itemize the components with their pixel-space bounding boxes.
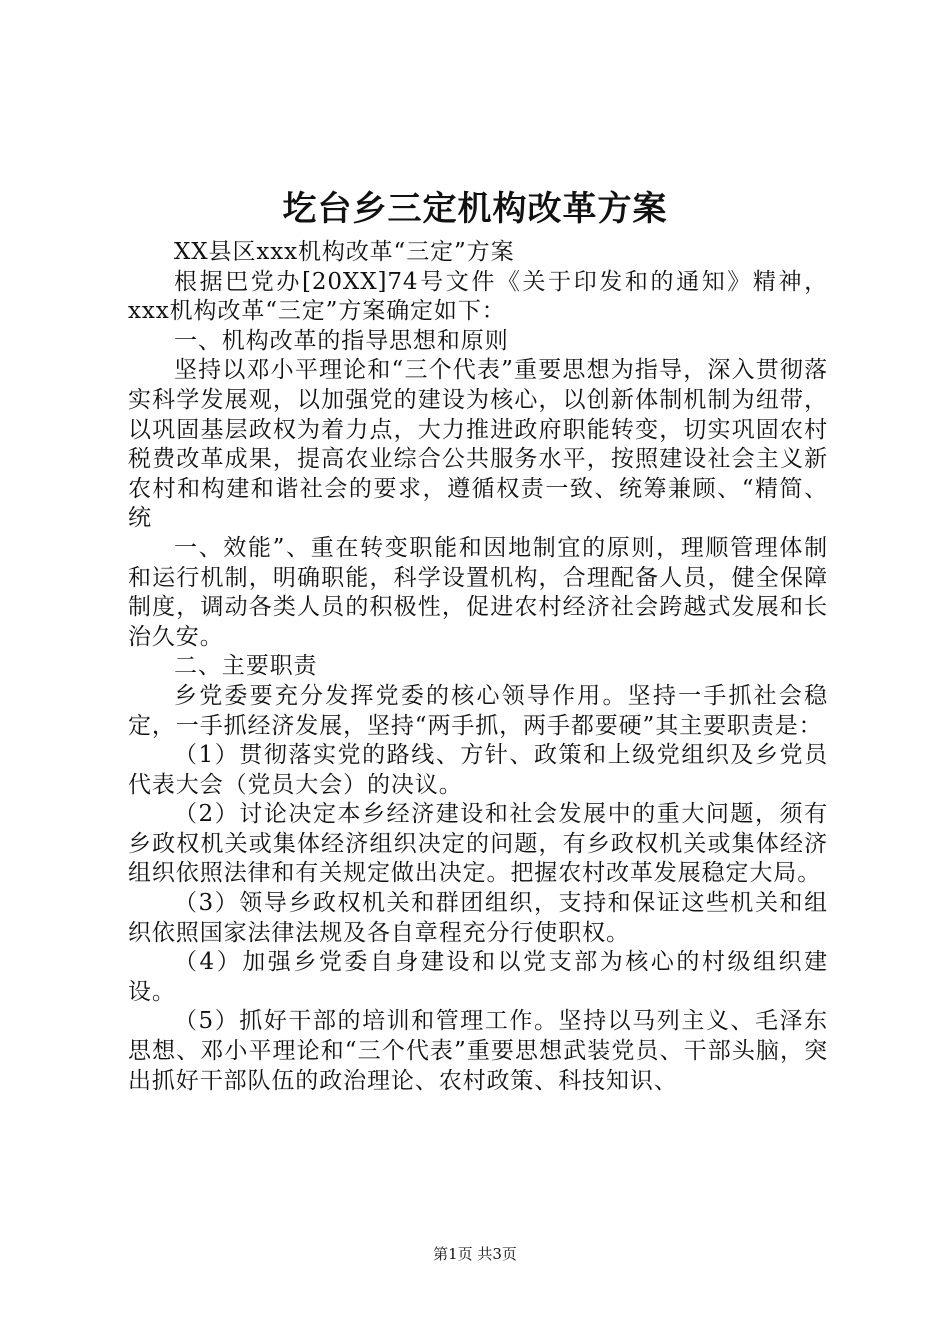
paragraph-efficiency: 一、效能”、重在转变职能和因地制宜的原则，理顺管理体制和运行机制，明确职能，科学设置机构，合理配备人员，健全保障制度，调动各类人员的积极性，促进农村经济社会跨越式发展和长治久安。 (128, 534, 828, 650)
document-body (128, 238, 828, 1096)
page-number-footer: 第1页 共3页 (433, 1245, 517, 1263)
paragraph-party-committee-role: 乡党委要充分发挥党委的核心领导作用。坚持一手抓社会稳定，一手抓经济发展，坚持“两手抓，两手都要硬”其主要职责是： (128, 682, 828, 739)
duty-item-5: （5）抓好干部的培训和管理工作。坚持以马列主义、毛泽东思想、邓小平理论和“三个代表”重要思想武装党员、干部头脑，突出抓好干部队伍的政治理论、农村政策、科技知识、 (128, 1008, 828, 1094)
document-title: 圪台乡三定机构改革方案 (282, 189, 668, 229)
paragraph-subtitle: XX县区xxx机构改革“三定”方案 (174, 239, 515, 265)
paragraph-guiding-ideology: 坚持以邓小平理论和“三个代表”重要思想为指导，深入贯彻落实科学发展观，以加强党的建设为核心，以创新体制机制为纽带，以巩固基层政权为着力点，大力推进政府职能转变，切实巩固农村税费改革成果，提高农业综合公共服务水平，按照建设社会主义新农村和构建和谐社会的要求，遵循权责一致、统筹兼顾、“精简、统 (128, 357, 828, 532)
heading-guiding-principles: 一、机构改革的指导思想和原则 (174, 327, 509, 354)
paragraph-basis: 根据巴党办[20XX]74号文件《关于印发和的通知》精神，xxx机构改革“三定”方案确定如下： (128, 268, 828, 325)
heading-main-duties: 二、主要职责 (174, 653, 318, 680)
duty-item-4: （4）加强乡党委自身建设和以党支部为核心的村级组织建设。 (128, 949, 828, 1005)
duty-item-3: （3）领导乡政权机关和群团组织，支持和保证这些机关和组织依照国家法律法规及各自章程充分行使职权。 (128, 890, 828, 946)
duty-item-1: （1）贯彻落实党的路线、方针、政策和上级党组织及乡党员代表大会（党员大会）的决议。 (128, 742, 828, 798)
duty-item-2: （2）讨论决定本乡经济建设和社会发展中的重大问题，须有乡政权机关或集体经济组织决定的问题，有乡政权机关或集体经济组织依照法律和有关规定做出决定。把握农村改革发展稳定大局。 (128, 801, 828, 887)
